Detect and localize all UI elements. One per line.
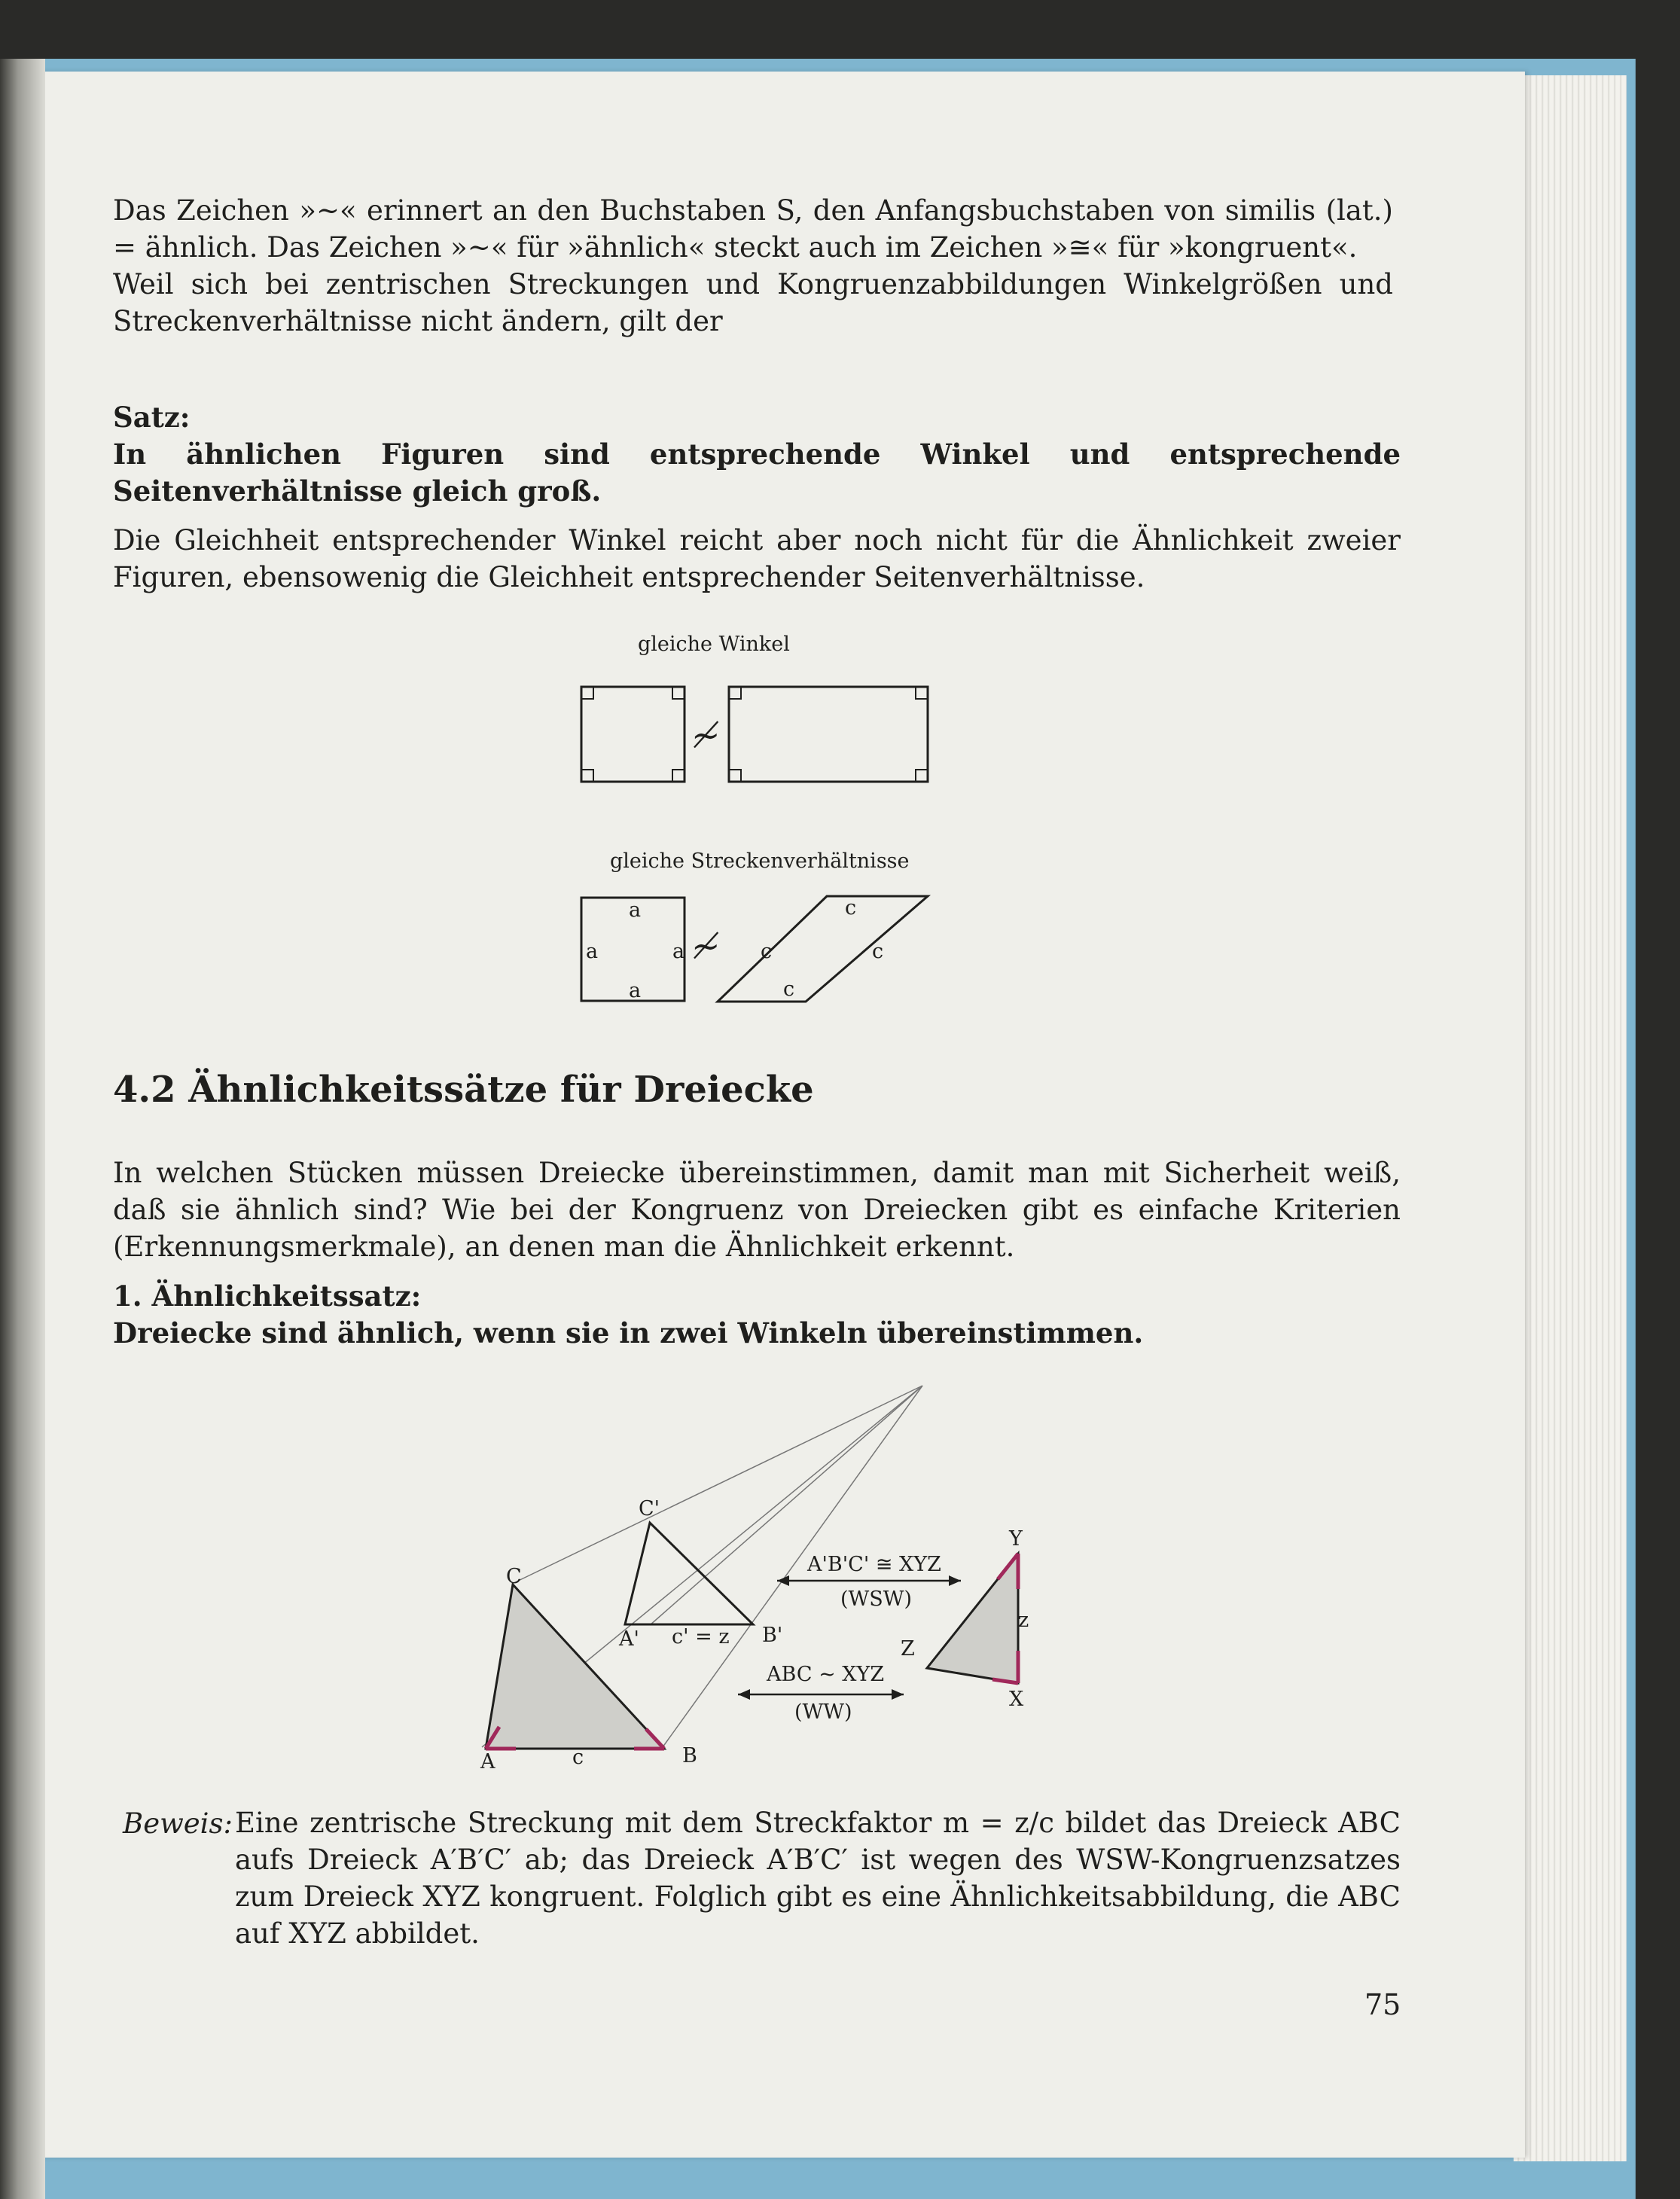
label-a: A xyxy=(480,1750,495,1774)
section-heading: 4.2 Ähnlichkeitssätze für Dreiecke xyxy=(113,1069,814,1111)
satz-statement: In ähnlichen Figuren sind entsprechende Winkel und entsprechende Seitenverhältnisse gleich groß. xyxy=(113,438,1401,508)
label-side-c: c xyxy=(572,1746,584,1769)
satz-block xyxy=(113,399,1401,510)
square-label-bottom: a xyxy=(629,979,642,1002)
counterexample-figures xyxy=(557,633,949,1024)
satz-label: Satz: xyxy=(113,401,191,434)
congruence-arrow xyxy=(777,1575,961,1586)
section-intro-block xyxy=(113,1154,1401,1265)
ratios-caption: gleiche Streckenverhältnisse xyxy=(610,849,910,873)
rhombus-label-bottom: c xyxy=(783,978,795,1001)
theorem1-statement: Dreiecke sind ähnlich, wenn sie in zwei Winkeln übereinstimmen. xyxy=(113,1316,1144,1350)
label-z: Z xyxy=(901,1637,915,1661)
angles-square xyxy=(581,687,685,782)
angles-relation: ≁ xyxy=(691,715,721,755)
label-b: B xyxy=(682,1744,697,1767)
rhombus-label-top: c xyxy=(845,896,857,920)
label-side-z: z xyxy=(1018,1609,1029,1632)
insufficiency-paragraph: Die Gleichheit entsprechender Winkel reicht aber noch nicht für die Ähnlichkeit zweier Figuren, ebensowenig die Gleichheit entsprechender Seitenverhältnisse. xyxy=(113,524,1401,593)
page-number: 75 xyxy=(1364,1988,1401,2021)
label-c1: C' xyxy=(639,1497,660,1520)
book-gutter xyxy=(0,59,45,2199)
intro-paragraph: Das Zeichen »~« erinnert an den Buchstaben S, den Anfangsbuchstaben von similis (lat.) = ähnlich. Das Zeichen »~« für »ähnlich« steckt auch im Zeichen »≅« für »kongruent«. xyxy=(113,194,1393,264)
square-label-left: a xyxy=(586,940,599,963)
similarity-label: ABC ~ XYZ xyxy=(767,1663,885,1686)
section-intro: In welchen Stücken müssen Dreiecke übereinstimmen, damit man mit Sicherheit weiß, daß sie ähnlich sind? Wie bei der Kongruenz von Dreiecken gibt es einfache Kriterien (Erkennungsmerkmale), an denen man die Ähnlichkeit erkennt. xyxy=(113,1157,1401,1263)
label-c: C xyxy=(506,1565,522,1588)
triangle-abc xyxy=(486,1584,664,1749)
invariance-paragraph: Weil sich bei zentrischen Streckungen und Kongruenzabbildungen Winkelgrößen und Streckenverhältnisse nicht ändern, gilt der xyxy=(113,268,1393,337)
label-x: X xyxy=(1009,1688,1024,1711)
ratios-rhombus xyxy=(718,896,928,1002)
angles-caption: gleiche Winkel xyxy=(638,633,790,656)
insufficiency-block xyxy=(113,522,1401,596)
label-side-c1: c' = z xyxy=(672,1625,730,1648)
intro-block xyxy=(113,192,1393,340)
triangle-figure xyxy=(452,1371,1054,1792)
square-label-top: a xyxy=(629,898,642,922)
congruence-label: A'B'C' ≅ XYZ xyxy=(807,1553,941,1576)
square-label-right: a xyxy=(672,940,685,963)
label-a1: A' xyxy=(619,1627,639,1651)
label-y: Y xyxy=(1009,1527,1023,1551)
theorem1-block xyxy=(113,1278,1401,1352)
page-edges xyxy=(1514,75,1627,2161)
beweis-text: Eine zentrische Streckung mit dem Streckfaktor m = z/c bildet das Dreieck ABC aufs Dreieck A′B′C′ ab; das Dreieck A′B′C′ ist wegen des WSW-Kongruenzsatzes zum Dreieck XYZ kongruent. Folglich gibt es eine Ähnlichkeitsabbildung, die ABC auf XYZ abbildet. xyxy=(235,1807,1401,1950)
similarity-reason: (WW) xyxy=(794,1700,852,1724)
similarity-arrow xyxy=(738,1689,904,1700)
angles-rectangle xyxy=(729,687,928,782)
theorem1-title: 1. Ähnlichkeitssatz: xyxy=(113,1279,422,1313)
congruence-reason: (WSW) xyxy=(840,1587,913,1611)
triangle-a1b1c1 xyxy=(625,1523,753,1624)
label-b1: B' xyxy=(762,1624,783,1647)
ratios-relation: ≁ xyxy=(691,926,721,966)
rhombus-label-left: c xyxy=(761,940,773,963)
rhombus-label-right: c xyxy=(872,940,884,963)
beweis-label: Beweis: xyxy=(123,1807,233,1840)
